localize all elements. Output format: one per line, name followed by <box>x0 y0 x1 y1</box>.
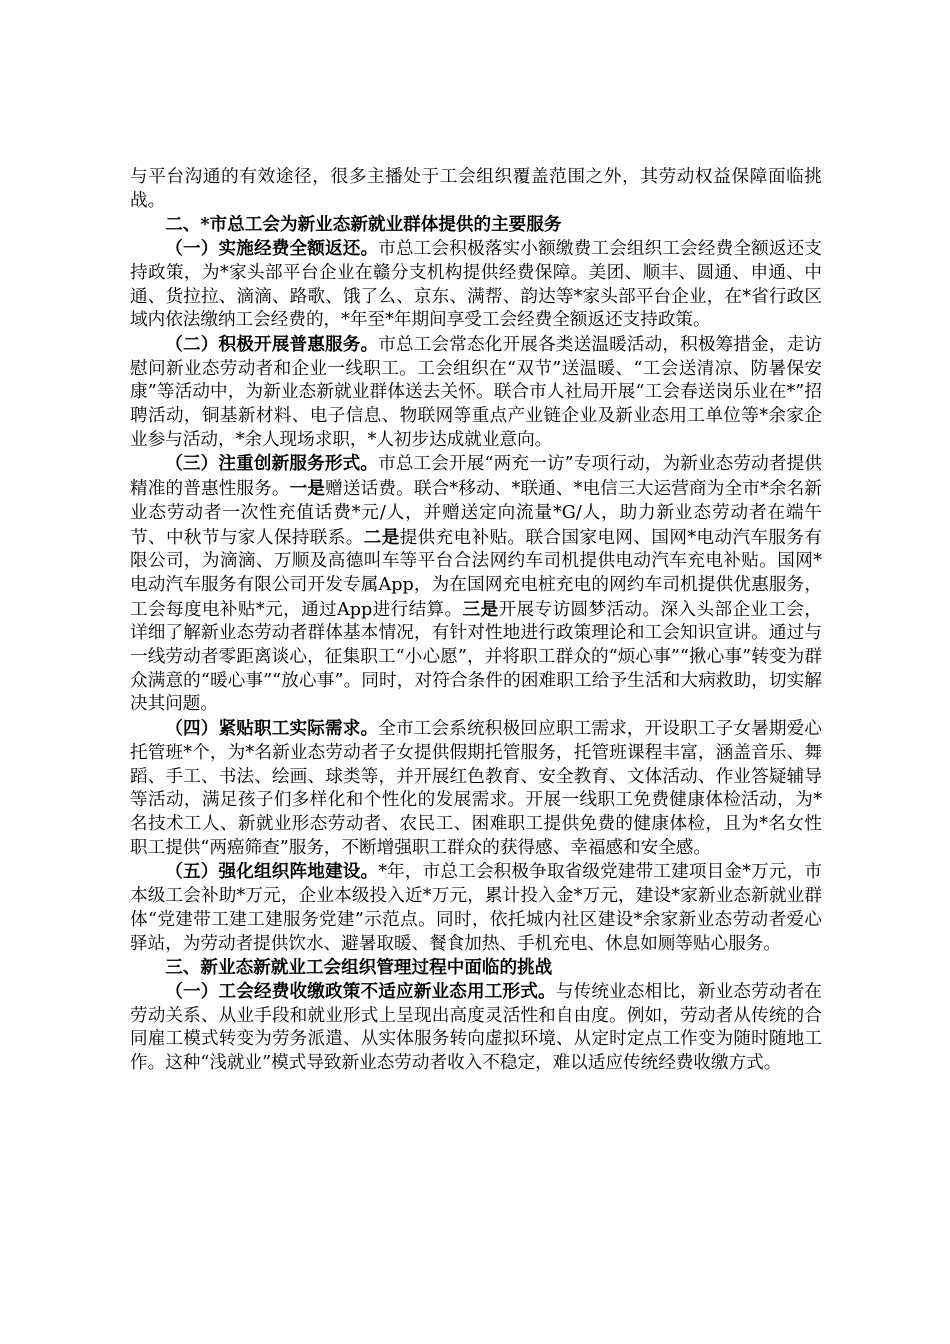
paragraph-lead: （一）实施经费全额返还。 <box>165 238 379 260</box>
paragraph-text: 市总工会开展“两充一访”专项行动，为新业态劳动者提供精准的普惠性服务。 <box>130 454 822 500</box>
paragraph-text: 与传统业态相比，新业态劳动者在劳动关系、从业手段和就业形式上呈现出高度灵活性和自由度。例如，劳动者从传统的合同雇工模式转变为劳务派遣、从实体服务转向虚拟环境、从定时定点工作变为随时随地工作。这种“浅就业”模式导致新业态劳动者收入不稳定，难以适应传统经费收缴方式。 <box>130 981 822 1074</box>
paragraph-worker-needs <box>130 717 822 860</box>
keyword-second: 二是 <box>363 526 400 548</box>
paragraph-funding-refund <box>130 237 822 333</box>
document-page <box>130 166 822 1076</box>
paragraph-lead: （一）工会经费收缴政策不适应新业态用工形式。 <box>165 980 556 1002</box>
section-heading-two: 二、*市总工会为新业态新就业群体提供的主要服务 <box>165 214 562 236</box>
keyword-first: 一是 <box>289 478 326 500</box>
paragraph-text: 市总工会积极落实小额缴费工会组织工会经费全额返还支持政策，为*家头部平台企业在赣分支机构提供经费保障。美团、顺丰、圆通、申通、中通、货拉拉、滴滴、路歌、饿了么、京东、满帮、韵达等*家头部平台企业，在*省行政区域内依法缴纳工会经费的，*年至*年期间享受工会经费全额返还支持政策。 <box>130 239 822 331</box>
paragraph-lead: （四）紧贴职工实际需求。 <box>165 718 379 740</box>
paragraph-lead: （三）注重创新服务形式。 <box>165 453 379 475</box>
paragraph-text: 市总工会常态化开展各类送温暖活动，积极筹措金，走访慰问新业态劳动者和企业一线职工。工会组织在“双节”送温暖、“工会送清凉、防暑保安康”等活动中，为新业态新就业群体送去关怀。联合市人社局开展“工会春送岗乐业在*”招聘活动，铜基新材料、电子信息、物联网等重点产业链企业及新业态用工单位等*余家企业参与活动，*余人现场求职，*人初步达成就业意向。 <box>130 334 822 450</box>
paragraph-innovative-service <box>130 452 822 717</box>
section-heading-three: 三、新业态新就业工会组织管理过程中面临的挑战 <box>165 957 553 979</box>
paragraph-lead: （五）强化组织阵地建设。 <box>165 861 379 883</box>
paragraph-funding-policy-challenge <box>130 980 822 1076</box>
paragraph-text: 与平台沟通的有效途径，很多主播处于工会组织覆盖范围之外，其劳动权益保障面临挑战。 <box>130 167 822 211</box>
paragraph-continued <box>130 166 822 213</box>
paragraph-text: 赠送话费。联合*移动、*联通、*电信三大运营商为全市*余名新业态劳动者一次性充值话费*元/人，并赠送定向流量*G/人，助力新业态劳动者在端午节、中秋节与家人保持联系。 <box>130 479 822 548</box>
paragraph-text: *年，市总工会积极争取省级党建带工建项目金*万元，市本级工会补助*万元，企业本级投入近*万元，累计投入金*万元，建设*家新业态新就业群体“党建带工建工建服务党建”示范点。同时，依托城内社区建设*余家新业态劳动者爱心驿站，为劳动者提供饮水、避暑取暖、餐食加热、手机充电、休息如厕等贴心服务。 <box>130 862 822 954</box>
paragraph-text: 开展专访圆梦活动。深入头部企业工会，详细了解新业态劳动者群体基本情况，有针对性地进行政策理论和工会知识宣讲。通过与一线劳动者零距离谈心，征集职工“小心愿”，并将职工群众的“烦心事”“揪心事”转变为群众满意的“暖心事”“放心事”。同时，对符合条件的困难职工给予生活和大病救助，切实解决其问题。 <box>130 599 822 715</box>
paragraph-inclusive-service <box>130 333 822 453</box>
paragraph-text: 提供充电补贴。联合国家电网、国网*电动汽车服务有限公司，为滴滴、万顺及高德叫车等平台合法网约车司机提供电动汽车充电补贴。国网*电动汽车服务有限公司开发专属App，为在国网充电桩充电的网约车司机提供优惠服务，工会每度电补贴*元，通过App进行结算。 <box>130 527 822 620</box>
paragraph-lead: （二）积极开展普惠服务。 <box>165 333 379 355</box>
paragraph-text: 全市工会系统积极回应职工需求，开设职工子女暑期爱心托管班*个，为*名新业态劳动者子女提供假期托管服务，托管班课程丰富，涵盖音乐、舞蹈、手工、书法、绘画、球类等，并开展红色教育、安全教育、文体活动、作业答疑辅导等活动，满足孩子们多样化和个性化的发展需求。开展一线职工免费健康体检活动，为*名技术工人、新就业形态劳动者、农民工、困难职工提供免费的健康体检，且为*名女性职工提供“两癌筛查”服务，不断增强职工群众的获得感、幸福感和安全感。 <box>130 719 822 858</box>
paragraph-organization-building <box>130 860 822 956</box>
keyword-third: 三是 <box>462 598 499 620</box>
